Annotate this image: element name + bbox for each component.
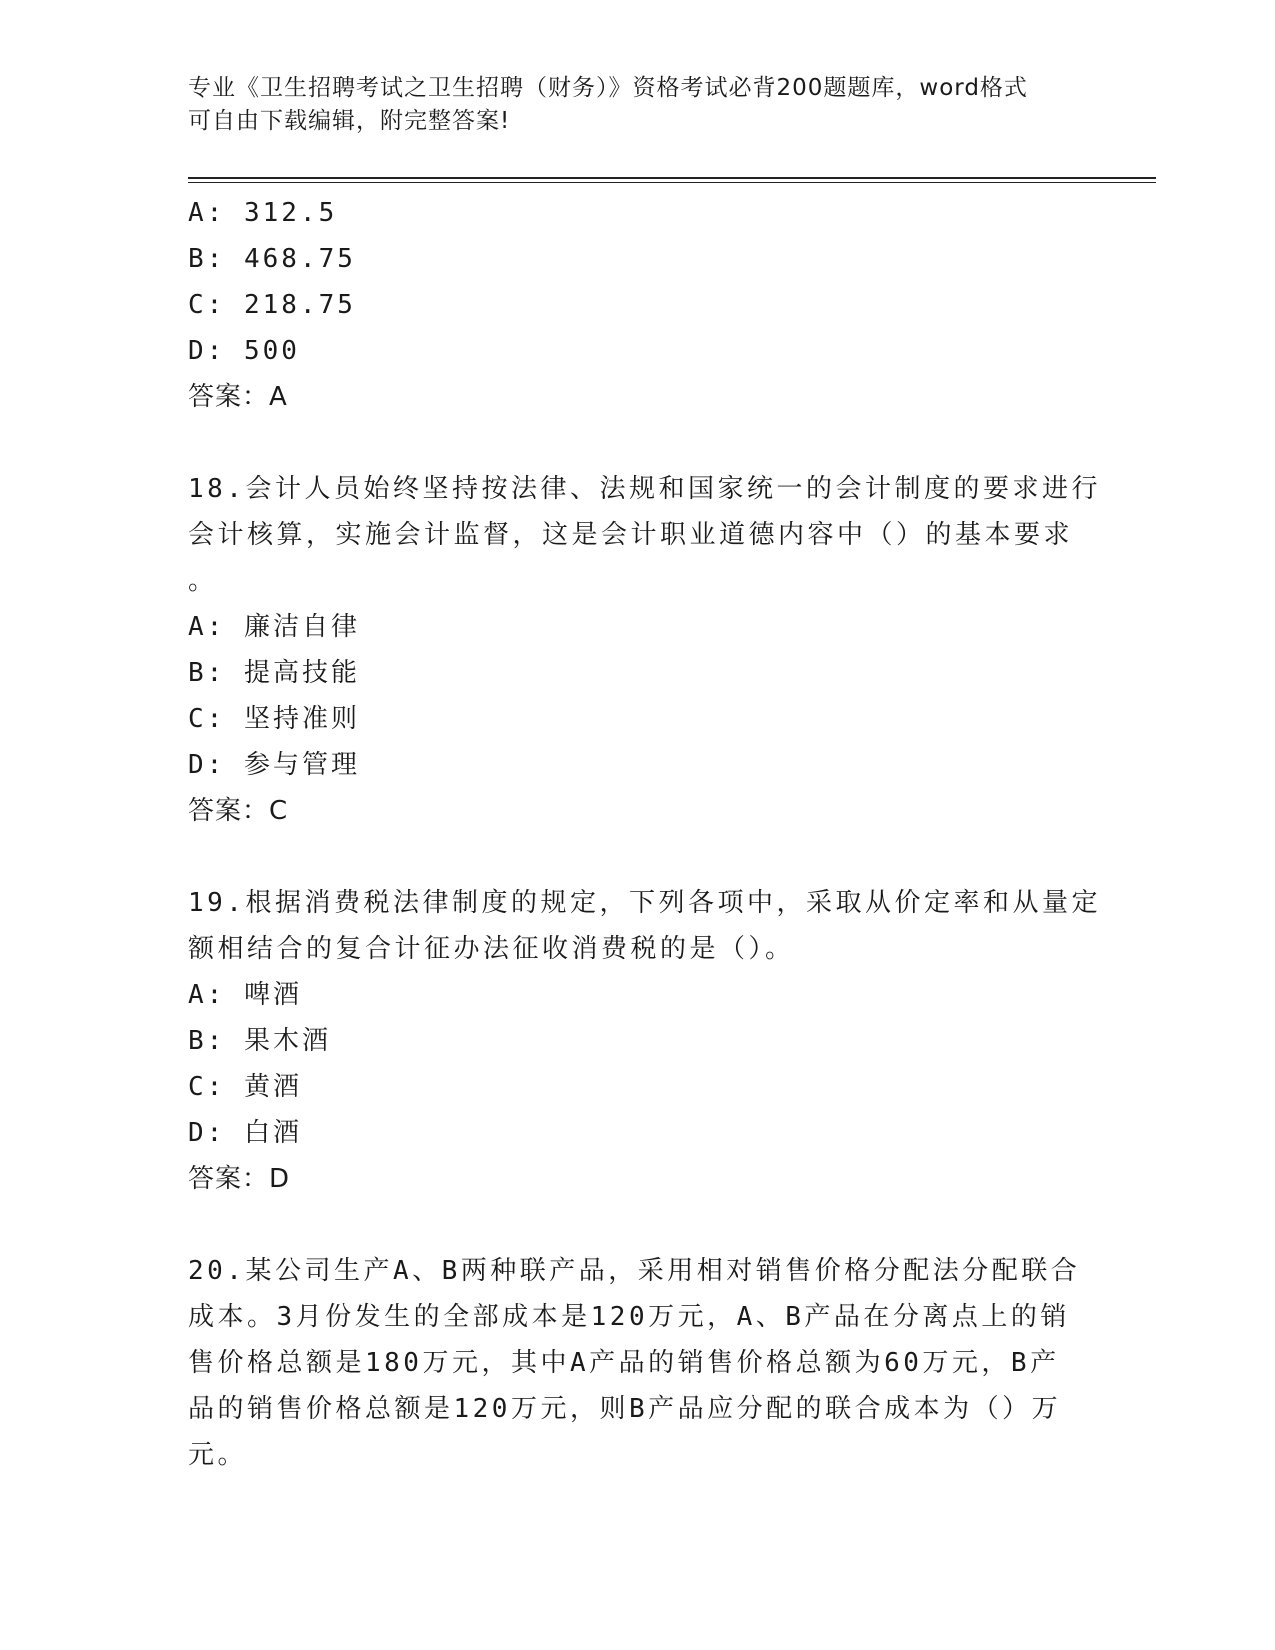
question-18	[188, 466, 1101, 834]
answer: 答案：D	[188, 1164, 291, 1194]
option-d: D: 500	[188, 336, 300, 366]
question-stem-line: 会计核算，实施会计监督，这是会计职业道德内容中（）的基本要求	[188, 520, 1074, 550]
option-b: B: 提高技能	[188, 658, 360, 688]
option-c: C: 218.75	[188, 290, 356, 320]
answer: 答案：A	[188, 382, 288, 412]
document-header	[188, 72, 1078, 138]
answer: 答案：C	[188, 796, 289, 826]
question-stem-line: 额相结合的复合计征办法征收消费税的是（）。	[188, 934, 795, 964]
option-c: C: 坚持准则	[188, 704, 360, 734]
option-d: D: 参与管理	[188, 750, 360, 780]
question-19	[188, 880, 1101, 1202]
option-c: C: 黄酒	[188, 1072, 302, 1102]
option-a: A: 啤酒	[188, 980, 302, 1010]
question-stem-line: 元。	[188, 1440, 248, 1470]
option-b: B: 468.75	[188, 244, 356, 274]
question-content	[188, 190, 1101, 1478]
header-line-2: 可自由下载编辑，附完整答案!	[188, 108, 511, 134]
question-stem-line: 18.会计人员始终坚持按法律、法规和国家统一的会计制度的要求进行	[188, 474, 1101, 504]
option-b: B: 果木酒	[188, 1026, 331, 1056]
option-d: D: 白酒	[188, 1118, 302, 1148]
question-stem-line: 售价格总额是180万元，其中A产品的销售价格总额为60万元，B产	[188, 1348, 1060, 1378]
option-a: A: 廉洁自律	[188, 612, 360, 642]
question-stem-line: 19.根据消费税法律制度的规定，下列各项中，采取从价定率和从量定	[188, 888, 1101, 918]
option-a: A: 312.5	[188, 198, 338, 228]
header-divider-thin	[188, 182, 1156, 183]
question-stem-line: 20.某公司生产A、B两种联产品，采用相对销售价格分配法分配联合	[188, 1256, 1081, 1286]
header-line-1: 专业《卫生招聘考试之卫生招聘（财务）》资格考试必背200题题库，word格式	[188, 75, 1028, 101]
question-20	[188, 1248, 1088, 1478]
question-stem-line: 成本。3月份发生的全部成本是120万元，A、B产品在分离点上的销	[188, 1302, 1070, 1332]
question-17-options	[188, 190, 1088, 420]
question-stem-line: 。	[188, 566, 218, 596]
header-divider-thick	[188, 177, 1156, 179]
question-stem-line: 品的销售价格总额是120万元，则B产品应分配的联合成本为（）万	[188, 1394, 1062, 1424]
